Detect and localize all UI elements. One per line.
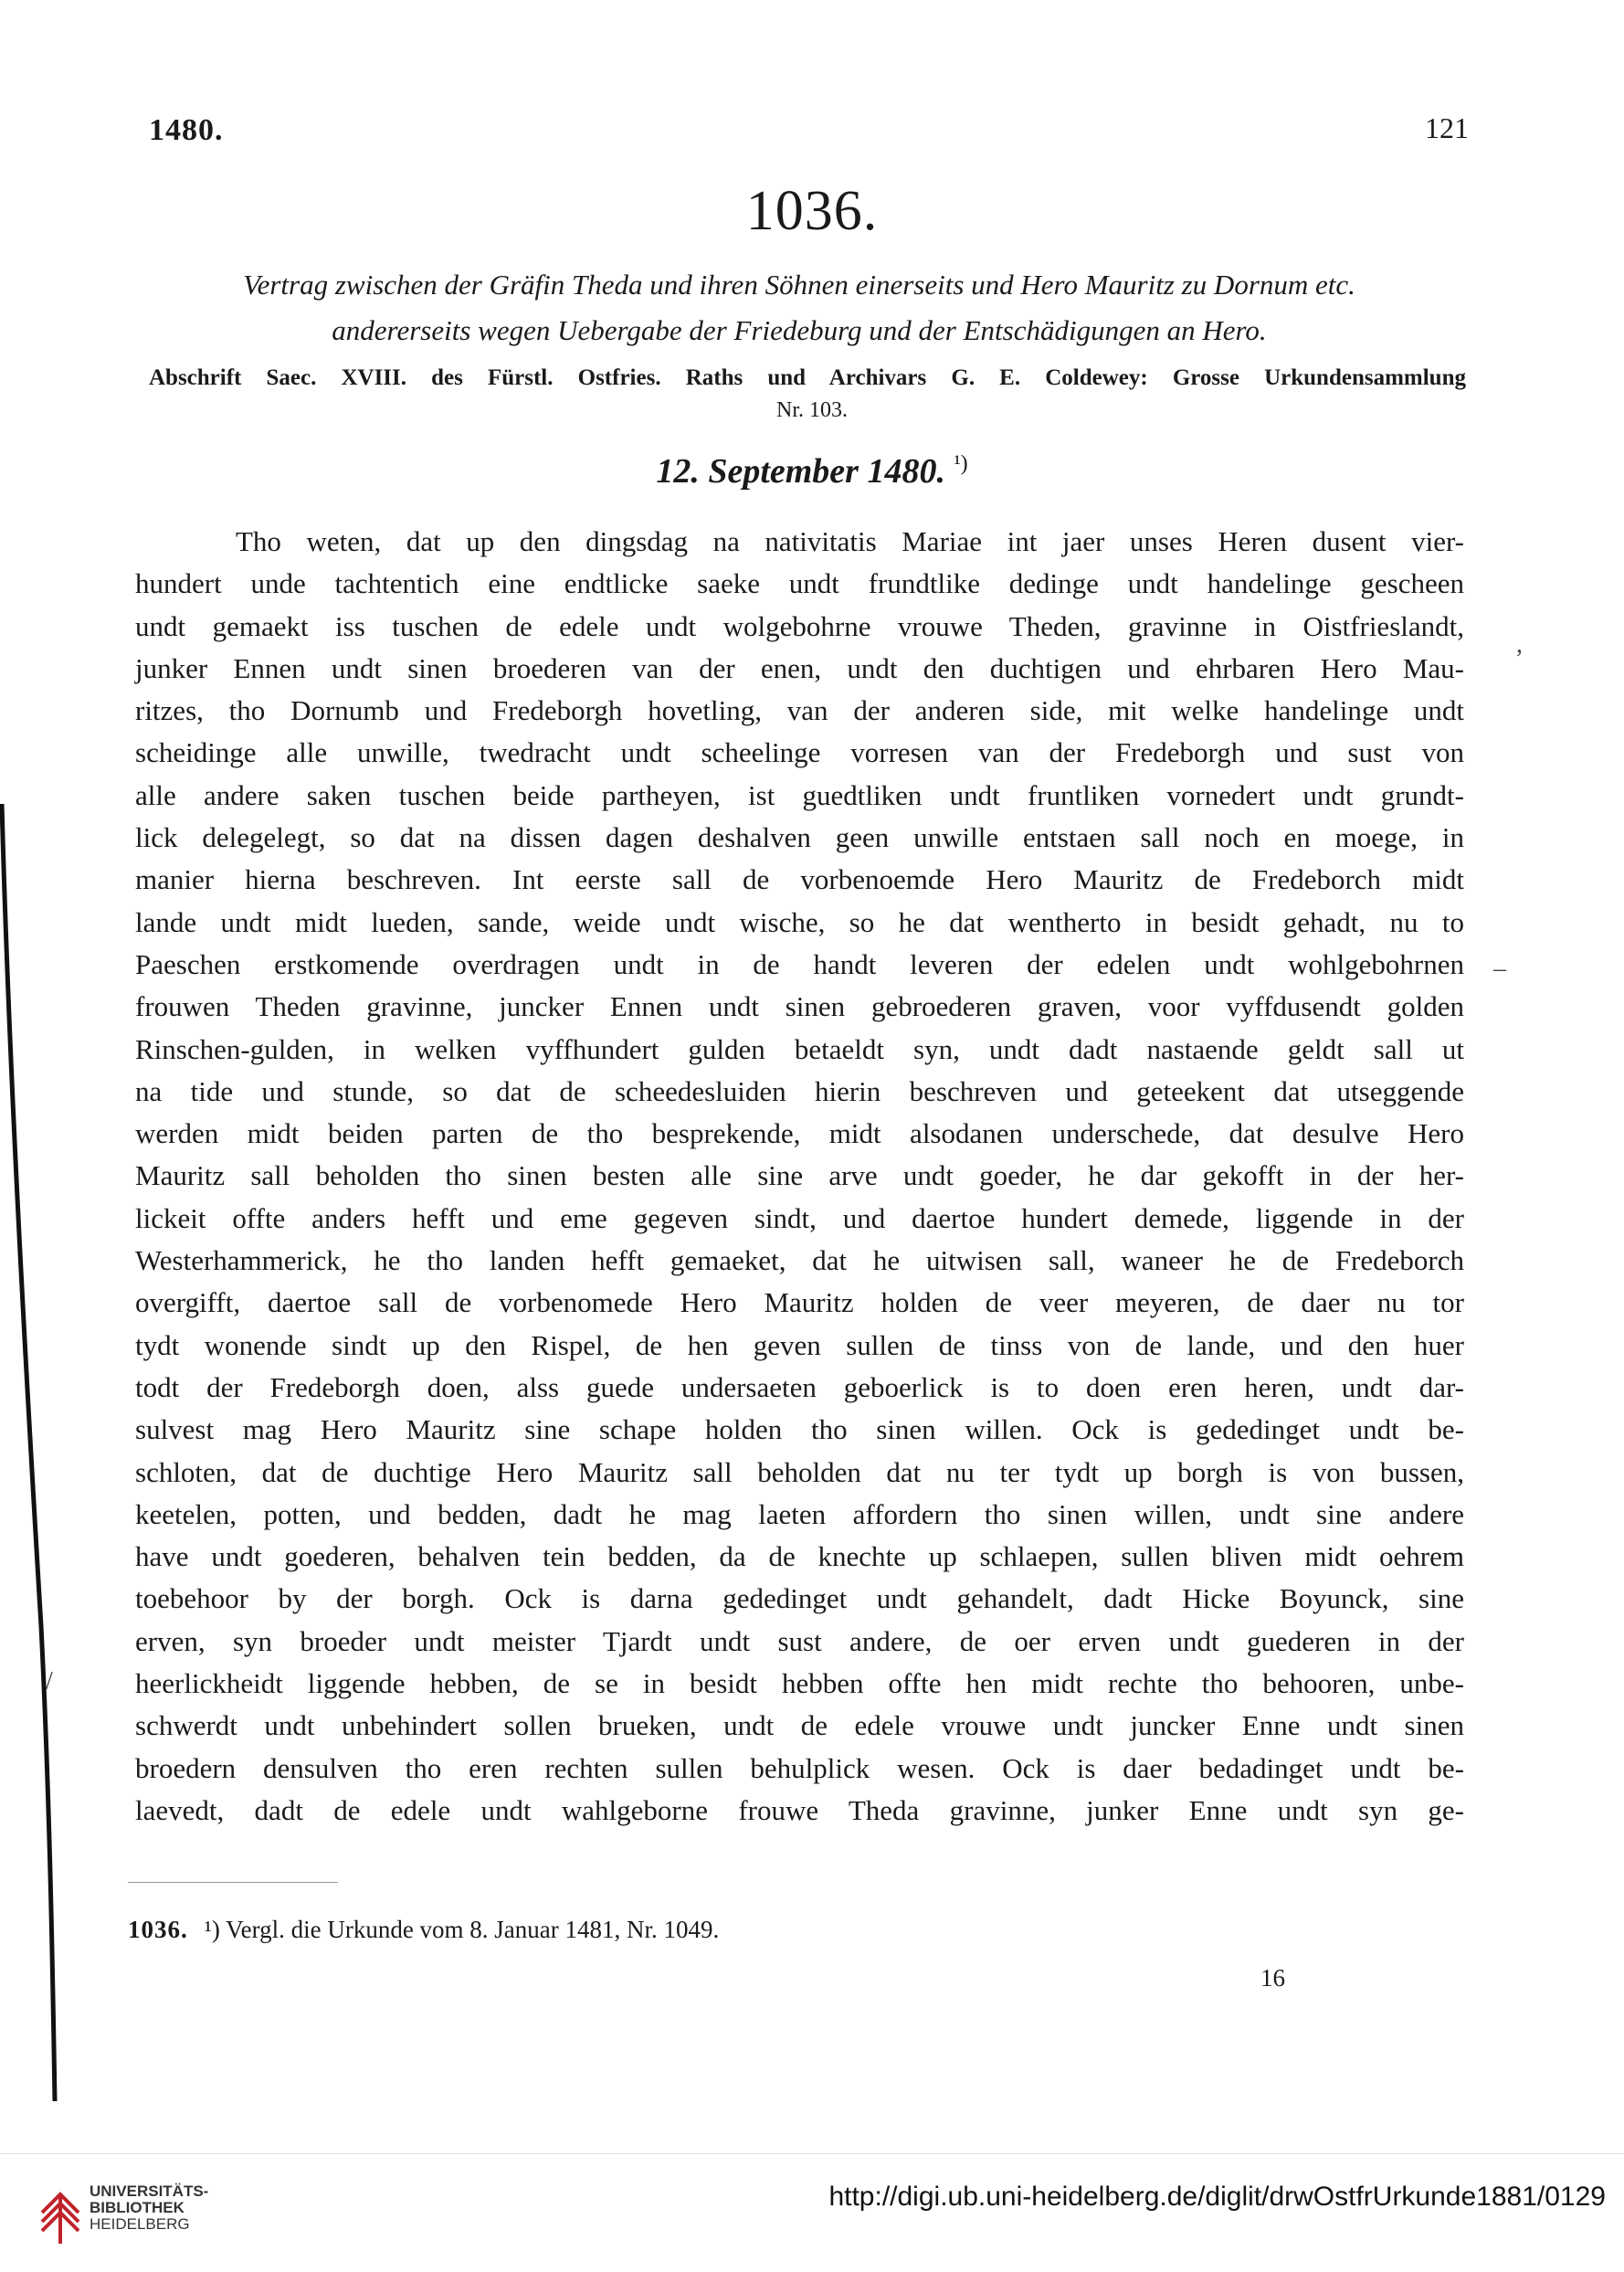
page-number: 121 (1425, 111, 1469, 144)
margin-mark-dash: – (1493, 955, 1506, 983)
body-line: junker Ennen undt sinen broederen van der enen, undt den duchtigen und ehrbaren Hero Mau- (135, 651, 1464, 684)
body-line: Rinschen-gulden, in welken vyffhundert gulden betaeldt syn, undt dadt nastaende geldt sall ut (135, 1032, 1464, 1065)
body-line: overgifft, daertoe sall de vorbenomede Hero Mauritz holden de veer meyeren, de daer nu tor (135, 1286, 1464, 1319)
body-line: toebehoor by der borgh. Ock is darna gededinget undt gehandelt, dadt Hicke Boyunck, sine (135, 1582, 1464, 1615)
body-line: Westerhammerick, he tho landen hefft gemaeket, dat he uitwisen sall, waneer he de Fredeborch (135, 1244, 1464, 1277)
library-name (90, 2183, 208, 2233)
document-date (0, 451, 1624, 491)
document-body (135, 521, 1464, 1832)
body-line: scheidinge alle unwille, twedracht undt scheelinge vorresen van der Fredeborgh und sust von (135, 736, 1464, 769)
body-line: werden midt beiden parten de tho besprekende, midt alsodanen underschede, dat desulve Hero (135, 1117, 1464, 1150)
body-line: ritzes, tho Dornumb und Fredeborgh hovetling, van der anderen side, mit welke handelinge undt (135, 694, 1464, 727)
body-line: broedern densulven tho eren rechten sullen behulplick wesen. Ock is daer bedadinget undt be- (135, 1751, 1464, 1784)
running-head-year: 1480. (149, 113, 224, 147)
margin-mark-slash: / (46, 1667, 53, 1696)
document-number: 1036. (745, 180, 879, 242)
library-name-line-2: BIBLIOTHEK (90, 2199, 185, 2216)
body-line: lande undt midt lueden, sande, weide undt wische, so he dat wentherto in besidt gehadt, nu to (135, 905, 1464, 938)
body-line: Paeschen erstkomende overdragen undt in de handt leveren der edelen undt wohlgebohrnen (135, 947, 1464, 980)
body-line: hundert unde tachtentich eine endtlicke saeke undt frundtlike dedinge undt handelinge gescheen (135, 567, 1464, 600)
body-line: alle andere saken tuschen beide partheyen, ist guedtliken undt fruntliken vornedert undt grundt- (135, 778, 1464, 811)
footnote-number: 1036. (128, 1916, 188, 1943)
source-note: Abschrift Saec. XVIII. des Fürstl. Ostfries. Raths und Archivars G. E. Coldewey: Grosse Urkundensammlung (149, 365, 1466, 390)
margin-mark-comma: , (1516, 630, 1523, 659)
library-footer (0, 2153, 1624, 2272)
library-name-line-1: UNIVERSITÄTS- (90, 2182, 209, 2200)
body-line: sulvest mag Hero Mauritz sine schape holden tho sinen willen. Ock is gededinget undt be- (135, 1413, 1464, 1446)
source-note-number: Nr. 103. (776, 398, 848, 422)
date-text: 12. September 1480. (656, 452, 945, 491)
body-line: Mauritz sall beholden tho sinen besten alle sine arve undt goeder, he dar gekofft in der her- (135, 1159, 1464, 1192)
footnote (128, 1916, 719, 1944)
body-line: todt der Fredeborgh doen, alss guede undersaeten geboerlick is to doen eren heren, undt dar- (135, 1370, 1464, 1403)
library-name-line-3: HEIDELBERG (90, 2215, 190, 2233)
document-title-line-2: andererseits wegen Uebergabe der Friedeburg und der Entschädigungen an Hero. (332, 314, 1267, 346)
body-line: frouwen Theden gravinne, juncker Ennen undt sinen gebroederen graven, voor vyffdusendt golden (135, 990, 1464, 1023)
footnote-rule (128, 1882, 338, 1883)
footnote-text: ¹) Vergl. die Urkunde vom 8. Januar 1481, Nr. 1049. (204, 1916, 720, 1943)
body-line: tydt wonende sindt up den Rispel, de hen geven sullen de tinss von de lande, und den huer (135, 1328, 1464, 1361)
body-line: manier hierna beschreven. Int eerste sall de vorbenoemde Hero Mauritz de Fredeborch midt (135, 863, 1464, 896)
body-line: heerlickheidt liggende hebben, de se in besidt hebben offte hen midt rechte tho behooren, unbe- (135, 1667, 1464, 1700)
signature-mark: 16 (1260, 1964, 1285, 1992)
body-line: erven, syn broeder undt meister Tjardt undt sust andere, de oer erven undt guederen in der (135, 1624, 1464, 1657)
document-title-line-1: Vertrag zwischen der Gräfin Theda und ihren Söhnen einerseits und Hero Mauritz zu Dornum etc. (243, 269, 1355, 301)
date-footnote-mark: ¹) (954, 451, 968, 476)
body-line: lick delegelegt, so dat na dissen dagen deshalven geen unwille entstaen sall noch en moege, in (135, 821, 1464, 854)
body-line: schwerdt undt unbehindert sollen brueken, undt de edele vrouwe undt juncker Enne undt sinen (135, 1709, 1464, 1742)
permalink-url[interactable]: http://digi.ub.uni-heidelberg.de/diglit/drwOstfrUrkunde1881/0129 (828, 2182, 1606, 2212)
body-line: Tho weten, dat up den dingsdag na nativitatis Mariae int jaer unses Heren dusent vier- (236, 525, 1464, 557)
body-line: undt gemaekt iss tuschen de edele undt wolgebohrne vrouwe Theden, gravinne in Oistfrieslandt, (135, 609, 1464, 642)
body-line: schloten, dat de duchtige Hero Mauritz sall beholden dat nu ter tydt up borgh is von bussen, (135, 1455, 1464, 1488)
library-logo-icon (37, 2172, 84, 2246)
body-line: na tide und stunde, so dat de scheedesluiden hierin beschreven und geteekent dat utseggende (135, 1074, 1464, 1107)
body-line: laevedt, dadt de edele undt wahlgeborne frouwe Theda gravinne, junker Enne undt syn ge- (135, 1793, 1464, 1826)
body-line: have undt goederen, behalven tein bedden, da de knechte up schlaepen, sullen bliven midt oehrem (135, 1540, 1464, 1573)
body-line: lickeit offte anders hefft und eme gegeven sindt, und daertoe hundert demede, liggende in der (135, 1201, 1464, 1234)
body-line: keetelen, potten, und bedden, dadt he mag laeten affordern tho sinen willen, undt sine andere (135, 1497, 1464, 1530)
scan-edge-shadow (0, 804, 64, 2101)
